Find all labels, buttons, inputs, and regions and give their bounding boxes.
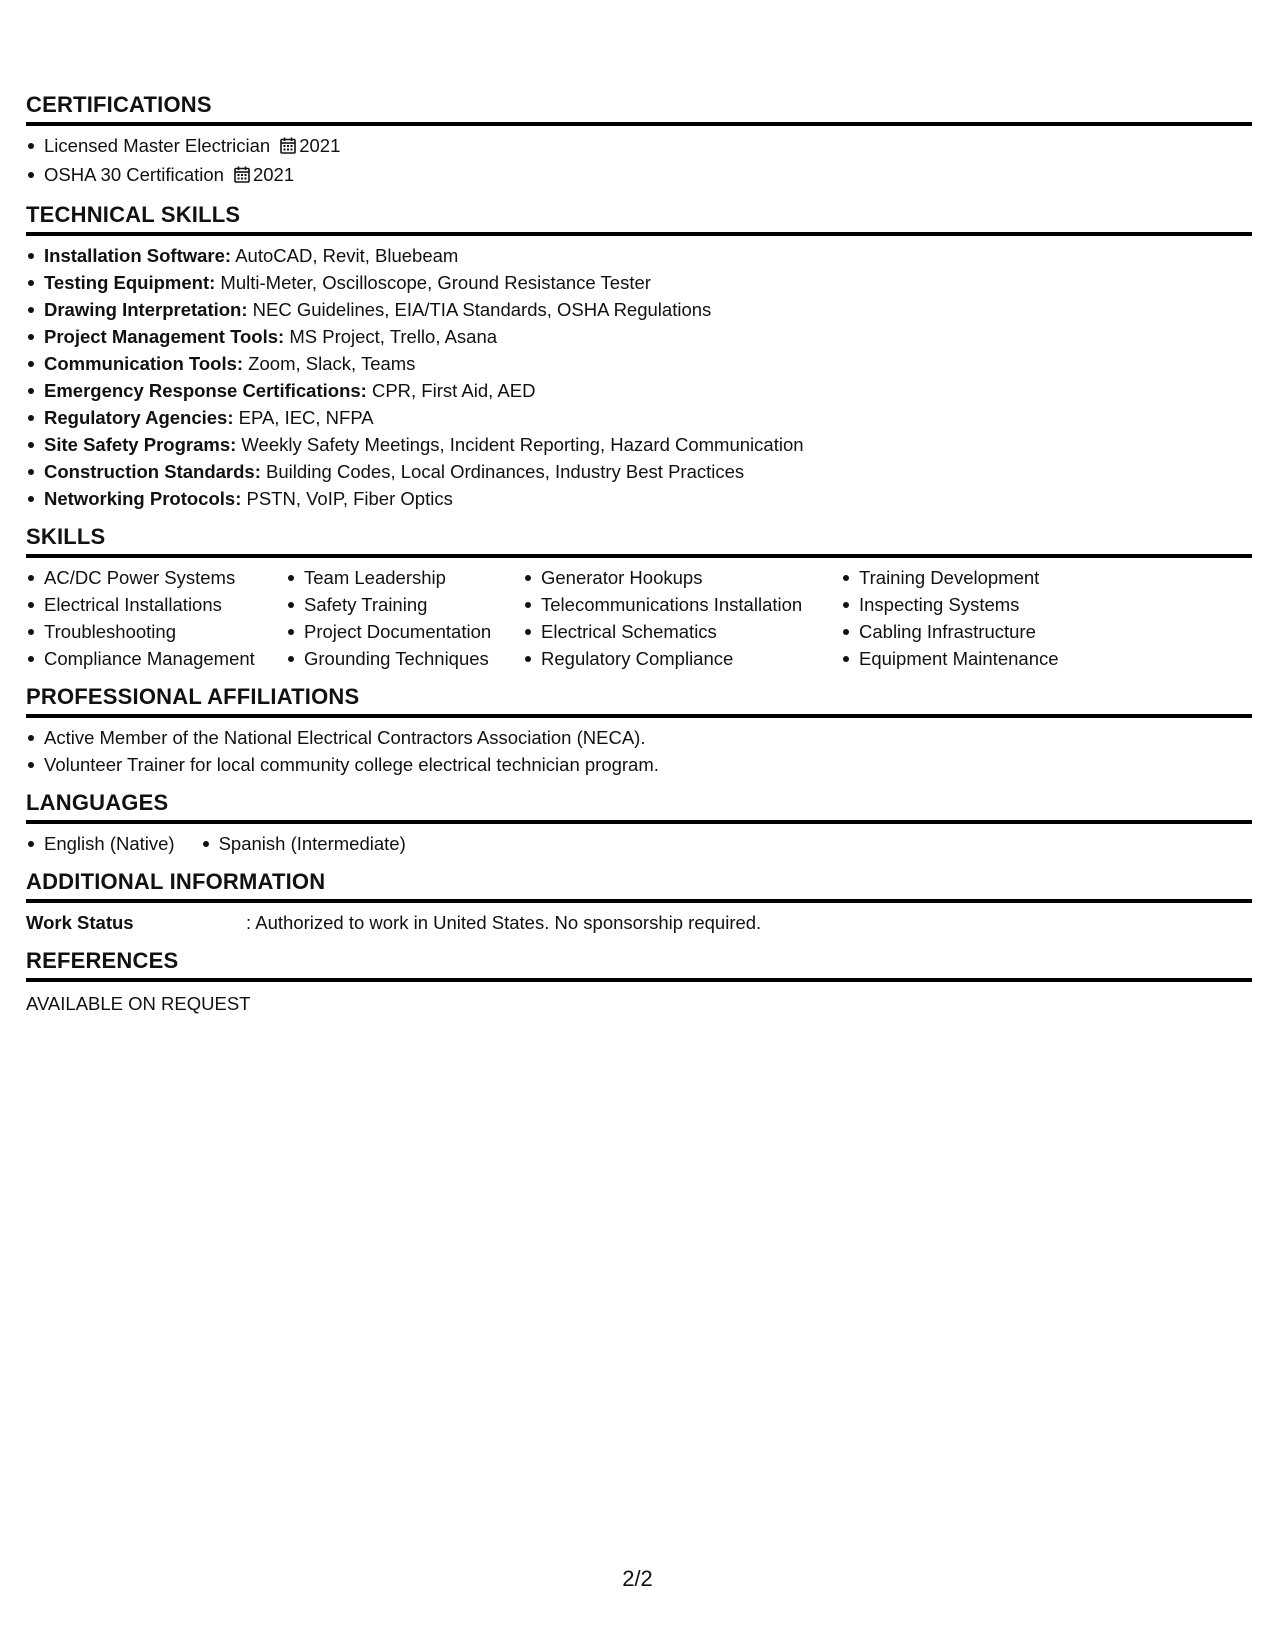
technical-skill-item (26, 242, 1252, 269)
skill-values: CPR, First Aid, AED (366, 380, 536, 401)
skill-item: Generator Hookups (523, 564, 841, 591)
certification-item (26, 132, 1252, 161)
skill-item: Electrical Schematics (523, 618, 841, 645)
language-item: Spanish (Intermediate) (201, 830, 406, 857)
technical-skills-section (26, 202, 1252, 512)
languages-list (26, 830, 1252, 857)
certifications-list (26, 132, 1252, 190)
skill-item: Safety Training (286, 591, 523, 618)
technical-skill-item (26, 404, 1252, 431)
references-section (26, 948, 1252, 1017)
calendar-icon (280, 134, 296, 161)
skill-item: Inspecting Systems (841, 591, 1141, 618)
skill-category: Regulatory Agencies: (44, 407, 234, 428)
skill-values: NEC Guidelines, EIA/TIA Standards, OSHA Regulations (247, 299, 712, 320)
skill-category: Testing Equipment: (44, 272, 216, 293)
affiliations-section (26, 684, 1252, 778)
technical-skill-item (26, 485, 1252, 512)
references-text: AVAILABLE ON REQUEST (26, 993, 251, 1014)
skill-item: Equipment Maintenance (841, 645, 1141, 672)
additional-info-section (26, 869, 1252, 936)
page-number: 2/2 (622, 1566, 653, 1591)
skills-section (26, 524, 1252, 672)
skill-item: Regulatory Compliance (523, 645, 841, 672)
section-title-skills: SKILLS (26, 524, 1252, 558)
section-title-certifications: CERTIFICATIONS (26, 92, 1252, 126)
languages-section (26, 790, 1252, 857)
skill-values: EPA, IEC, NFPA (233, 407, 374, 428)
skill-values: Zoom, Slack, Teams (243, 353, 416, 374)
certification-year: 2021 (252, 164, 295, 185)
skill-category: Site Safety Programs: (44, 434, 237, 455)
skill-values: Multi-Meter, Oscilloscope, Ground Resistance Tester (215, 272, 651, 293)
section-title-languages: LANGUAGES (26, 790, 1252, 824)
technical-skill-item (26, 350, 1252, 377)
skill-values: PSTN, VoIP, Fiber Optics (241, 488, 453, 509)
skill-item: Electrical Installations (26, 591, 286, 618)
skills-column (841, 564, 1141, 672)
affiliations-list (26, 724, 1252, 778)
skills-grid (26, 564, 1252, 672)
technical-skill-item (26, 269, 1252, 296)
skill-item: Cabling Infrastructure (841, 618, 1141, 645)
technical-skill-item (26, 296, 1252, 323)
certifications-section (26, 92, 1252, 190)
section-title-additional-info: ADDITIONAL INFORMATION (26, 869, 1252, 903)
skills-column (523, 564, 841, 672)
skill-category: Installation Software: (44, 245, 232, 266)
calendar-icon (234, 163, 250, 190)
skills-column (286, 564, 523, 672)
skill-values: MS Project, Trello, Asana (284, 326, 498, 347)
skill-category: Emergency Response Certifications: (44, 380, 367, 401)
skill-item: Compliance Management (26, 645, 286, 672)
skill-category: Drawing Interpretation: (44, 299, 248, 320)
technical-skill-item (26, 323, 1252, 350)
skill-item: AC/DC Power Systems (26, 564, 286, 591)
skill-category: Project Management Tools: (44, 326, 285, 347)
section-title-affiliations: PROFESSIONAL AFFILIATIONS (26, 684, 1252, 718)
certification-item (26, 161, 1252, 190)
section-title-technical-skills: TECHNICAL SKILLS (26, 202, 1252, 236)
work-status-label: Work Status (26, 912, 134, 933)
language-item: English (Native) (26, 830, 175, 857)
skill-item: Training Development (841, 564, 1141, 591)
certification-name: Licensed Master Electrician (44, 135, 271, 156)
section-title-references: REFERENCES (26, 948, 1252, 982)
affiliation-item: Active Member of the National Electrical Contractors Association (NECA). (26, 724, 1252, 751)
technical-skill-item (26, 377, 1252, 404)
skill-item: Grounding Techniques (286, 645, 523, 672)
skill-values: Building Codes, Local Ordinances, Industry Best Practices (260, 461, 745, 482)
skill-item: Project Documentation (286, 618, 523, 645)
certification-name: OSHA 30 Certification (44, 164, 224, 185)
resume-page (26, 92, 1252, 1029)
work-status-row (26, 909, 1252, 936)
skill-category: Construction Standards: (44, 461, 261, 482)
skill-category: Networking Protocols: (44, 488, 242, 509)
skill-item: Team Leadership (286, 564, 523, 591)
affiliation-item: Volunteer Trainer for local community college electrical technician program. (26, 751, 1252, 778)
skill-category: Communication Tools: (44, 353, 244, 374)
skill-item: Troubleshooting (26, 618, 286, 645)
skill-item: Telecommunications Installation (523, 591, 841, 618)
certification-year: 2021 (299, 135, 341, 156)
technical-skill-item (26, 458, 1252, 485)
work-status-value: : Authorized to work in United States. No sponsorship required. (246, 912, 762, 933)
skills-column (26, 564, 286, 672)
technical-skills-list (26, 242, 1252, 512)
skill-values: AutoCAD, Revit, Bluebeam (231, 245, 459, 266)
skill-values: Weekly Safety Meetings, Incident Reporting, Hazard Communication (236, 434, 804, 455)
technical-skill-item (26, 431, 1252, 458)
